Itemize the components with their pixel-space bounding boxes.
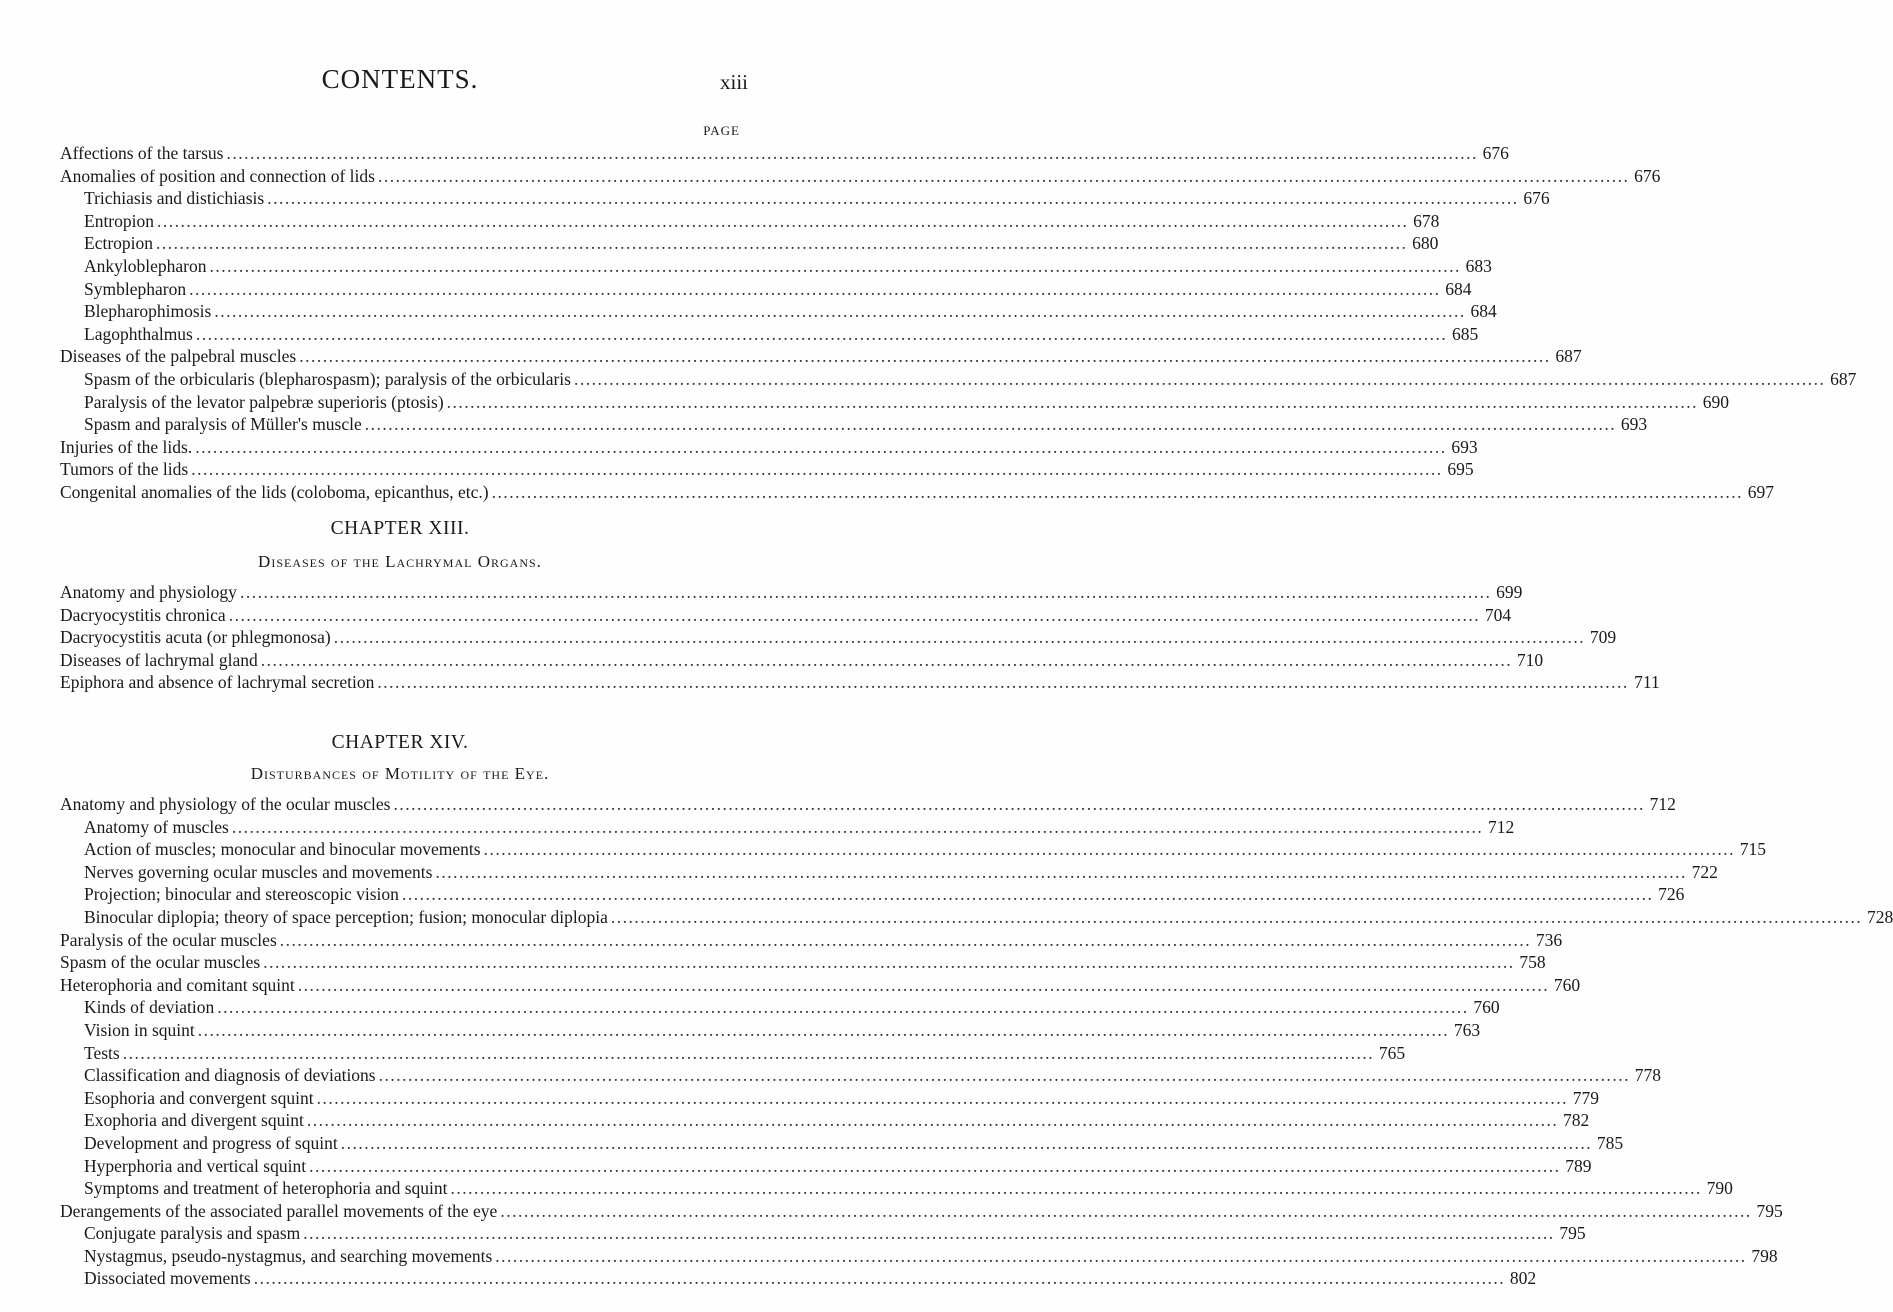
toc-entry-title: Classification and diagnosis of deviations — [84, 1065, 376, 1086]
dot-leader — [379, 1065, 1630, 1086]
dot-leader — [240, 582, 1491, 603]
dot-leader — [298, 975, 1549, 996]
toc-entry-page: 802 — [1509, 1268, 1537, 1289]
toc-entry-title: Projection; binocular and stereoscopic vision — [84, 884, 399, 905]
toc-entry-page: 695 — [1447, 459, 1474, 480]
dot-leader — [157, 211, 1408, 232]
toc-entry-page: 722 — [1691, 861, 1718, 882]
toc-entry — [60, 839, 1766, 862]
toc-section-eyelids — [60, 143, 1857, 505]
toc-entry — [60, 436, 1478, 460]
dot-leader — [365, 414, 1616, 435]
toc-entry — [60, 143, 1509, 166]
dot-leader — [309, 1156, 1560, 1177]
toc-entry — [60, 165, 1661, 189]
toc-section-motility — [60, 794, 1893, 1291]
chapter-heading-14: CHAPTER XIV. — [331, 732, 469, 753]
toc-entry-page: 687 — [1830, 368, 1857, 389]
toc-entry-title: Nerves governing ocular muscles and movements — [84, 861, 433, 882]
toc-entry-page: 728 — [1867, 906, 1893, 927]
toc-entry — [60, 1042, 1406, 1066]
toc-entry-title: Derangements of the associated parallel movements of the eye — [60, 1200, 498, 1221]
toc-entry — [60, 974, 1581, 998]
toc-entry-title: Epiphora and absence of lachrymal secretion — [60, 672, 375, 693]
toc-entry-page: 795 — [1559, 1223, 1586, 1244]
toc-entry-page: 798 — [1751, 1245, 1778, 1266]
toc-entry-title: Paralysis of the levator palpebræ superioris (ptosis) — [84, 391, 444, 412]
toc-entry — [60, 1019, 1481, 1043]
toc-entry-page: 778 — [1634, 1065, 1661, 1086]
toc-entry-page: 690 — [1702, 391, 1730, 412]
toc-entry-page: 765 — [1378, 1042, 1406, 1063]
dot-leader — [261, 650, 1512, 671]
toc-entry-page: 779 — [1572, 1087, 1599, 1108]
dot-leader — [307, 1110, 1558, 1131]
toc-entry-page: 789 — [1565, 1155, 1592, 1176]
toc-entry-title: Exophoria and divergent squint — [84, 1110, 304, 1131]
dot-leader — [195, 437, 1446, 458]
toc-entry-page: 676 — [1634, 165, 1661, 186]
chapter-title-14: Disturbances of Motility of the Eye. — [250, 764, 550, 783]
page-column-label: PAGE — [703, 123, 740, 138]
dot-leader — [280, 930, 1531, 951]
page-title: CONTENTS. — [321, 64, 479, 94]
dot-leader — [402, 884, 1653, 905]
dot-leader — [263, 952, 1514, 973]
toc-entry-title: Vision in squint — [84, 1019, 195, 1040]
toc-entry-page: 785 — [1596, 1132, 1624, 1153]
toc-entry — [60, 672, 1660, 695]
toc-entry-title: Injuries of the lids. — [60, 436, 193, 457]
toc-entry-page: 678 — [1413, 210, 1440, 231]
toc-entry-page: 760 — [1473, 997, 1500, 1018]
toc-entry — [60, 997, 1500, 1020]
toc-entry-title: Blepharophimosis — [84, 301, 212, 322]
toc-entry-page: 699 — [1496, 582, 1523, 602]
toc-entry-title: Ectropion — [84, 233, 154, 254]
toc-entry-title: Esophoria and convergent squint — [84, 1087, 314, 1108]
toc-entry — [60, 816, 1515, 840]
toc-entry — [60, 278, 1472, 302]
toc-entry — [60, 368, 1857, 392]
dot-leader — [574, 369, 1825, 390]
dot-leader — [341, 1133, 1592, 1154]
toc-entry-title: Anatomy of muscles — [84, 816, 229, 837]
dot-leader — [226, 143, 1477, 164]
toc-entry — [60, 1132, 1624, 1156]
dot-leader — [492, 482, 1743, 503]
dot-leader — [156, 233, 1407, 254]
toc-entry — [60, 414, 1648, 437]
toc-entry — [60, 1065, 1661, 1088]
toc-entry-page: 676 — [1482, 143, 1509, 163]
toc-entry-title: Affections of the tarsus — [60, 143, 224, 163]
toc-entry-page: 712 — [1649, 794, 1676, 814]
toc-entry — [60, 1245, 1778, 1269]
dot-leader — [229, 605, 1480, 626]
toc-entry-page: 687 — [1555, 346, 1582, 367]
dot-leader — [500, 1201, 1751, 1222]
dot-leader — [447, 392, 1698, 413]
dot-leader — [495, 1246, 1746, 1267]
toc-entry-page: 712 — [1487, 816, 1515, 837]
toc-entry — [60, 1155, 1592, 1179]
toc-entry — [60, 604, 1512, 628]
toc-entry-title: Heterophoria and comitant squint — [60, 974, 295, 995]
toc-entry-title: Spasm of the ocular muscles — [60, 952, 261, 973]
toc-entry — [60, 861, 1718, 885]
toc-entry-title: Hyperphoria and vertical squint — [84, 1155, 307, 1176]
toc-entry-title: Symptoms and treatment of heterophoria and squint — [84, 1178, 448, 1199]
toc-entry — [60, 1200, 1783, 1224]
toc-entry-page: 697 — [1747, 481, 1775, 502]
toc-entry — [60, 210, 1440, 234]
toc-entry — [60, 323, 1479, 347]
toc-entry-title: Tests — [84, 1042, 120, 1063]
toc-entry — [60, 391, 1730, 415]
toc-entry-page: 763 — [1453, 1019, 1481, 1040]
toc-entry-title: Binocular diplopia; theory of space perception; fusion; monocular diplopia — [84, 906, 608, 927]
toc-entry-page: 684 — [1470, 301, 1497, 322]
toc-entry-page: 685 — [1452, 323, 1479, 344]
toc-entry — [60, 884, 1685, 907]
toc-entry — [60, 1087, 1599, 1111]
chapter-heading-13: CHAPTER XIII. — [330, 518, 470, 539]
toc-section-lachrymal — [60, 582, 1660, 695]
dot-leader — [214, 301, 1465, 322]
toc-entry — [60, 794, 1676, 817]
page-number: xiii — [719, 70, 748, 94]
dot-leader — [299, 346, 1550, 367]
toc-entry — [60, 233, 1439, 256]
toc-entry-title: Spasm and paralysis of Müller's muscle — [84, 414, 362, 435]
toc-entry-page: 693 — [1451, 436, 1478, 457]
toc-entry-page: 795 — [1756, 1200, 1783, 1221]
toc-entry-page: 680 — [1412, 233, 1439, 254]
toc-entry — [60, 1268, 1537, 1291]
dot-leader — [317, 1088, 1568, 1109]
toc-entry-page: 758 — [1519, 952, 1546, 973]
toc-entry-title: Nystagmus, pseudo-nystagmus, and searching movements — [84, 1245, 493, 1266]
toc-entry-title: Anatomy and physiology — [60, 582, 237, 602]
toc-entry-page: 693 — [1620, 414, 1648, 435]
toc-entry — [60, 188, 1550, 211]
toc-entry — [60, 459, 1474, 482]
toc-entry-title: Development and progress of squint — [84, 1132, 338, 1153]
toc-entry — [60, 255, 1492, 279]
toc-entry-page: 684 — [1445, 278, 1472, 299]
toc-entry — [60, 1223, 1586, 1246]
dot-leader — [611, 907, 1862, 928]
toc-entry-title: Congenital anomalies of the lids (coloboma, epicanthus, etc.) — [60, 481, 489, 502]
toc-entry-page: 676 — [1523, 188, 1550, 209]
toc-entry-title: Conjugate paralysis and spasm — [84, 1223, 301, 1244]
toc-entry-title: Paralysis of the ocular muscles — [60, 929, 277, 950]
toc-entry-title: Entropion — [84, 210, 154, 231]
toc-entry-title: Dacryocystitis acuta (or phlegmonosa) — [60, 627, 331, 648]
toc-entry-title: Diseases of lachrymal gland — [60, 649, 258, 670]
chapter-title-13: Diseases of the Lachrymal Organs. — [258, 552, 542, 571]
toc-entry-page: 726 — [1658, 884, 1685, 905]
running-head — [0, 64, 800, 104]
toc-entry-title: Spasm of the orbicularis (blepharospasm); paralysis of the orbicularis — [84, 368, 571, 389]
toc-entry — [60, 582, 1523, 605]
toc-entry-title: Action of muscles; monocular and binocular movements — [84, 839, 481, 860]
toc-entry-page: 710 — [1516, 649, 1544, 670]
toc-entry-page: 736 — [1535, 929, 1563, 950]
toc-entry — [60, 346, 1582, 369]
toc-entry-title: Anomalies of position and connection of lids — [60, 165, 375, 186]
toc-entry — [60, 929, 1563, 953]
toc-entry — [60, 952, 1546, 975]
dot-leader — [217, 997, 1468, 1018]
dot-leader — [198, 1020, 1449, 1041]
dot-leader — [267, 188, 1518, 209]
toc-entry-title: Kinds of deviation — [84, 997, 215, 1018]
dot-leader — [303, 1223, 1554, 1244]
toc-entry-page: 715 — [1739, 839, 1766, 860]
toc-entry-page: 711 — [1634, 672, 1660, 693]
toc-entry — [60, 1178, 1733, 1201]
toc-entry-page: 760 — [1553, 974, 1581, 995]
dot-leader — [394, 794, 1645, 815]
toc-entry-title: Anatomy and physiology of the ocular muscles — [60, 794, 391, 814]
toc-entry-title: Ankyloblepharon — [84, 255, 207, 276]
toc-entry — [60, 649, 1544, 673]
dot-leader — [435, 862, 1686, 883]
toc-entry — [60, 481, 1775, 505]
toc-entry-page: 782 — [1562, 1110, 1590, 1131]
dot-leader — [196, 324, 1447, 345]
toc-entry-title: Lagophthalmus — [84, 323, 193, 344]
toc-entry-page: 709 — [1589, 627, 1617, 648]
dot-leader — [484, 839, 1735, 860]
toc-entry-page: 704 — [1484, 604, 1512, 625]
toc-entry-page: 683 — [1465, 255, 1492, 276]
toc-entry — [60, 301, 1497, 324]
dot-leader — [232, 817, 1483, 838]
toc-entry-title: Tumors of the lids — [60, 459, 189, 480]
toc-entry — [60, 906, 1893, 930]
dot-leader — [191, 459, 1442, 480]
dot-leader — [209, 256, 1460, 277]
dot-leader — [377, 672, 1628, 693]
dot-leader — [451, 1178, 1702, 1199]
dot-leader — [254, 1268, 1505, 1289]
toc-entry-title: Dacryocystitis chronica — [60, 604, 226, 625]
dot-leader — [334, 627, 1585, 648]
dot-leader — [123, 1043, 1374, 1064]
toc-entry-page: 790 — [1706, 1178, 1733, 1199]
toc-entry-title: Dissociated movements — [84, 1268, 251, 1289]
toc-entry — [60, 627, 1617, 650]
toc-entry — [60, 1110, 1590, 1133]
toc-entry-title: Diseases of the palpebral muscles — [60, 346, 297, 367]
toc-entry-title: Trichiasis and distichiasis — [84, 188, 265, 209]
dot-leader — [189, 279, 1440, 300]
toc-entry-title: Symblepharon — [84, 278, 187, 299]
dot-leader — [378, 166, 1629, 187]
